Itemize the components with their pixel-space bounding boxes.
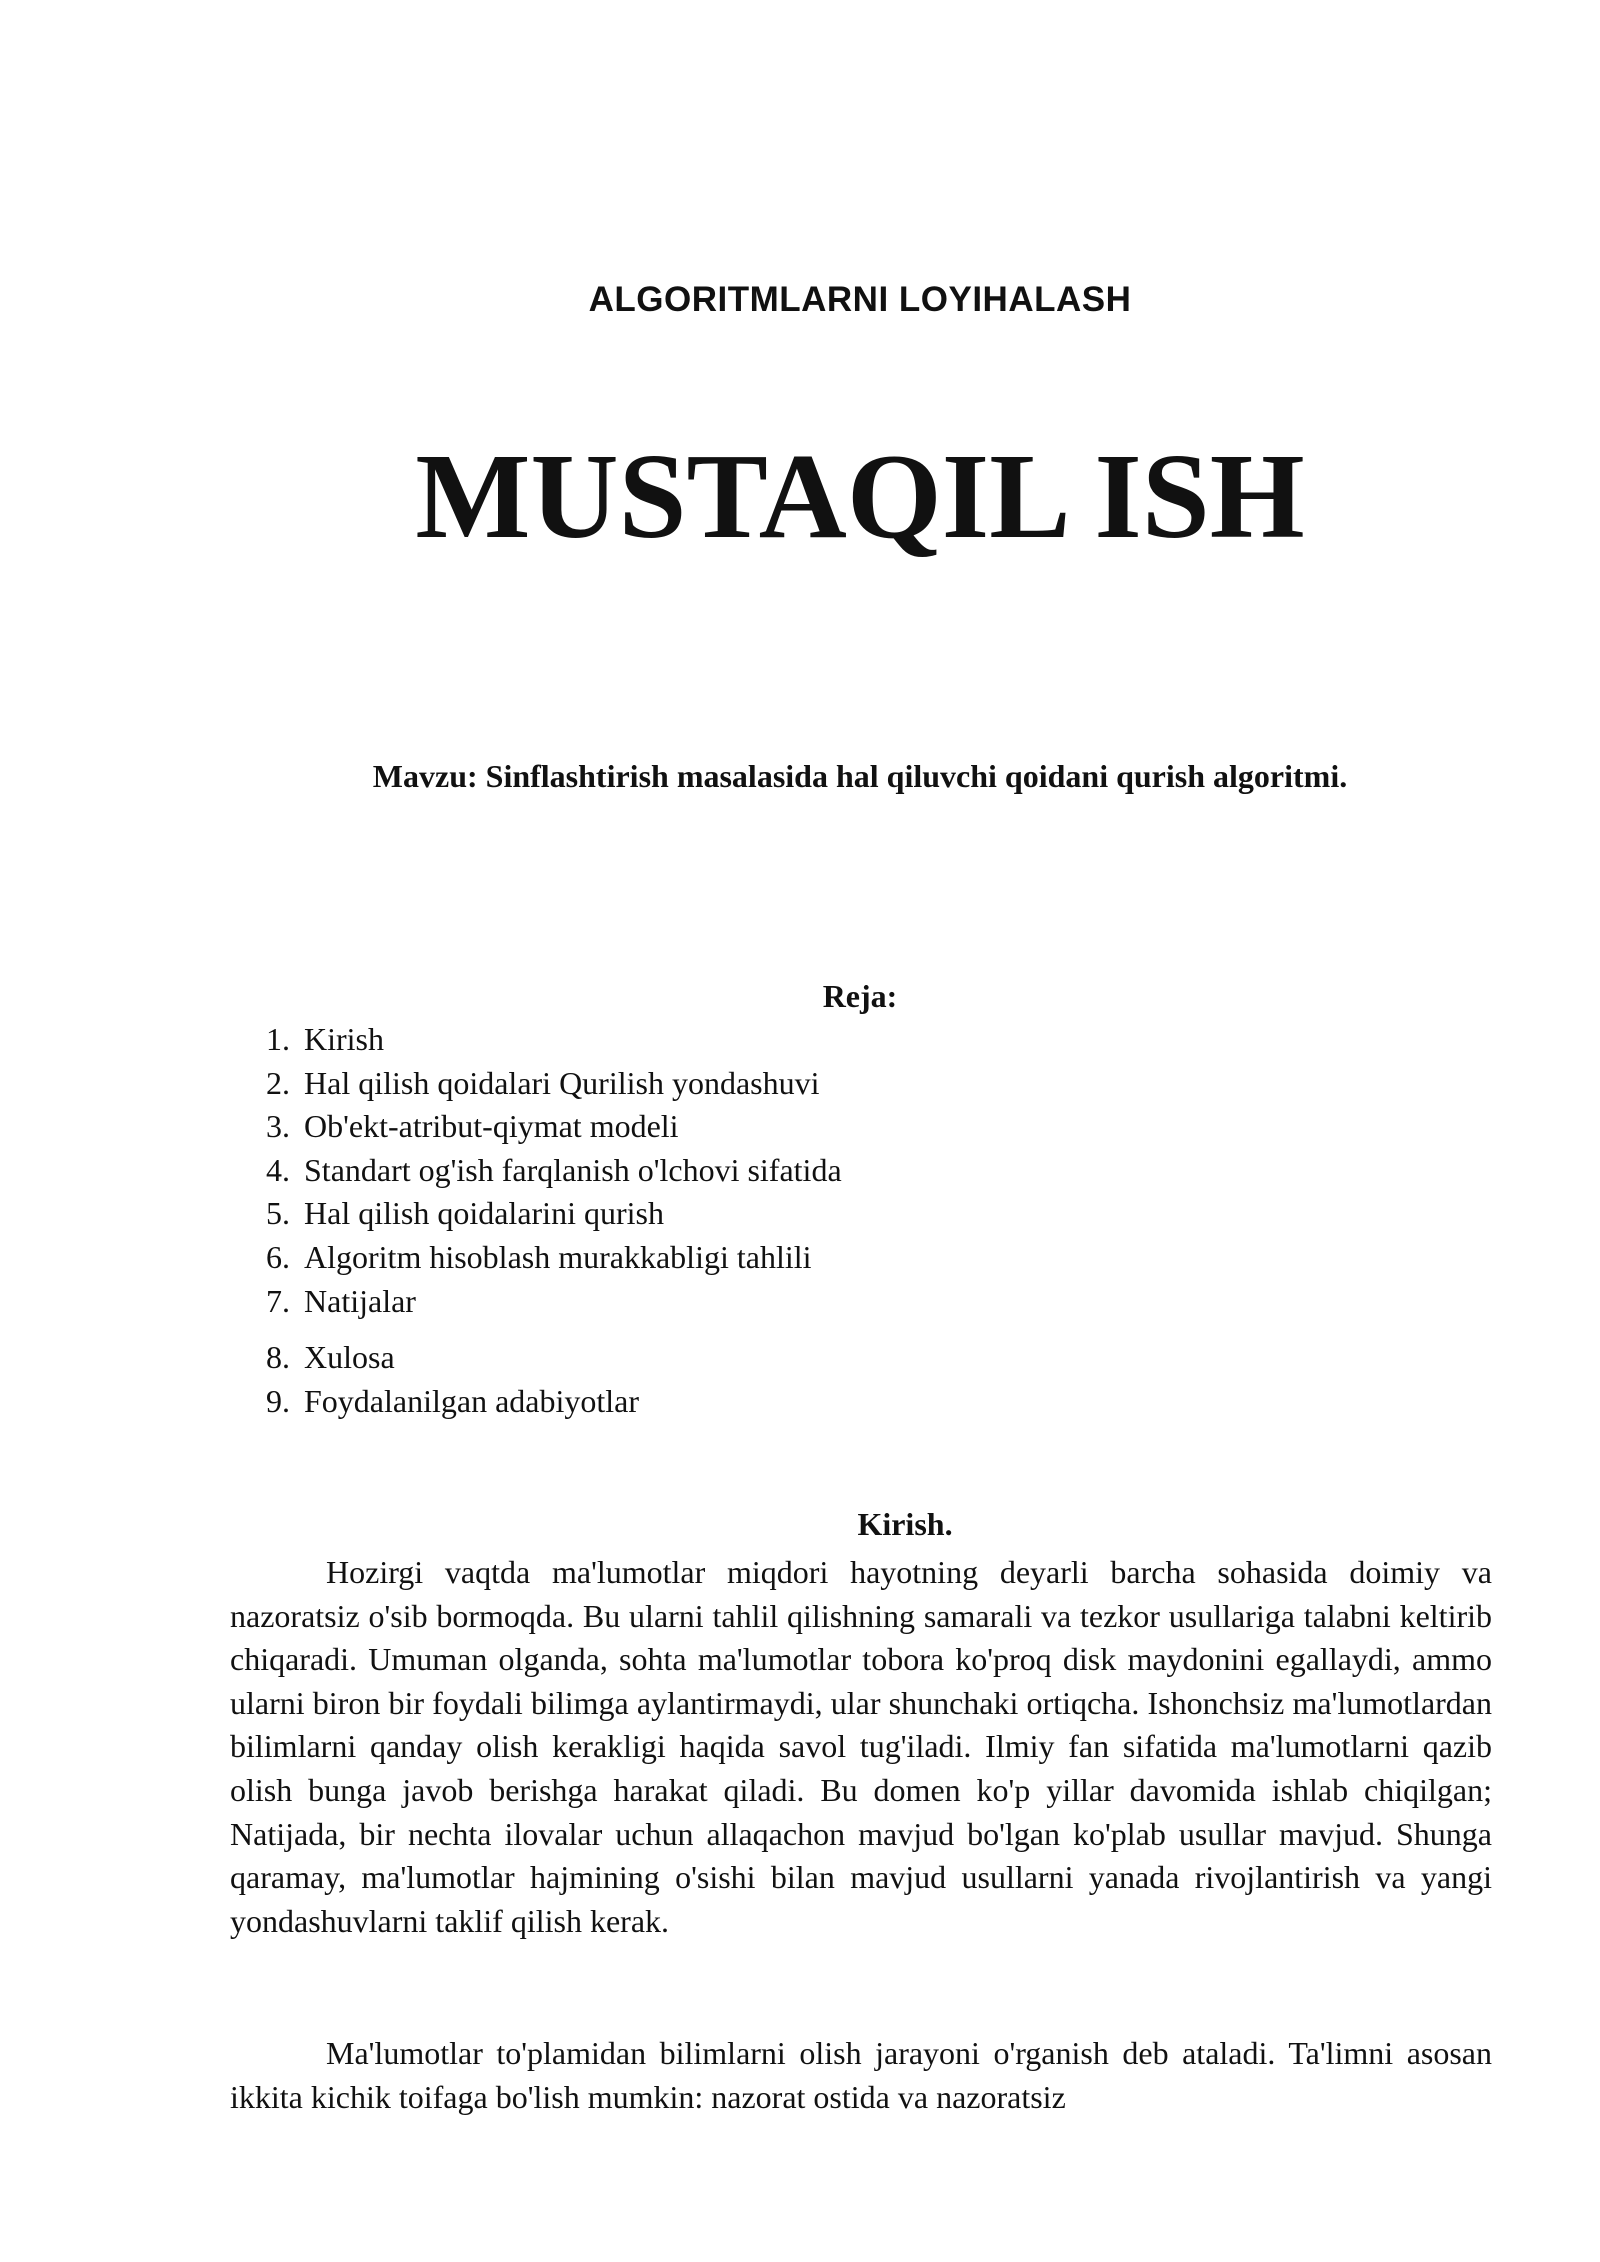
plan-item-label: Standart og'ish farqlanish o'lchovi sifatida — [304, 1151, 842, 1188]
plan-item — [266, 1018, 842, 1062]
plan-item — [266, 1236, 842, 1280]
plan-item — [266, 1062, 842, 1106]
subject-header: ALGORITMLARNI LOYIHALASH — [588, 280, 1132, 319]
plan-item-label: Kirish — [304, 1021, 384, 1057]
intro-paragraph: Ma'lumotlar to'plamidan bilimlarni olish jarayoni o'rganish deb ataladi. Ta'limni asosan ikkita kichik toifaga bo'lish mumkin: nazorat ostida va nazoratsiz — [230, 2035, 1492, 2115]
plan-item — [266, 1105, 842, 1149]
plan-list — [266, 1018, 842, 1423]
plan-item-label: Hal qilish qoidalari Qurilish yondashuvi — [304, 1064, 820, 1101]
plan-item — [266, 1149, 842, 1193]
plan-item — [266, 1192, 842, 1236]
main-title: MUSTAQIL ISH — [415, 429, 1305, 564]
plan-item-number: 2. — [266, 1064, 290, 1101]
plan-item-label: Natijalar — [304, 1282, 416, 1319]
plan-item-label: Hal qilish qoidalarini qurish — [304, 1195, 664, 1232]
plan-item-label: Foydalanilgan adabiyotlar — [304, 1382, 640, 1419]
plan-item-number: 7. — [266, 1282, 290, 1319]
plan-item-number: 1. — [266, 1021, 290, 1057]
intro-heading: Kirish. — [857, 1506, 953, 1542]
plan-item — [266, 1336, 842, 1380]
plan-heading: Reja: — [822, 978, 898, 1014]
plan-item-number: 3. — [266, 1108, 290, 1145]
plan-item-label: Algoritm hisoblash murakkabligi tahlili — [304, 1238, 812, 1275]
plan-item-number: 6. — [266, 1238, 290, 1275]
plan-item — [266, 1280, 842, 1324]
plan-item-number: 5. — [266, 1195, 290, 1232]
plan-item — [266, 1380, 842, 1424]
plan-item-number: 4. — [266, 1151, 290, 1188]
plan-item-number: 8. — [266, 1339, 290, 1376]
intro-paragraph: Hozirgi vaqtda ma'lumotlar miqdori hayotning deyarli barcha sohasida doimiy va nazoratsiz o'sib bormoqda. Bu ularni tahlil qilishning samarali va tezkor usullariga talabni keltirib chiqaradi. Umuman olganda, sohta ma'lumotlar tobora ko'proq disk maydonini egallaydi, ammo ularni biron bir foydali bilimga aylantirmaydi, ular shunchaki ortiqcha. Ishonchsiz ma'lumotlardan bilimlarni qanday olish kerakligi haqida savol tug'iladi. Ilmiy fan sifatida ma'lumotlarni qazib olish bunga javob berishga harakat qiladi. Bu domen ko'p yillar davomida ishlab chiqilgan; Natijada, bir nechta ilovalar uchun allaqachon mavjud bo'lgan ko'plab usullar mavjud. Shunga qaramay, ma'lumotlar hajmining o'sishi bilan mavjud usullarni yanada rivojlantirish va yangi yondashuvlarni taklif qilish kerak. — [230, 1554, 1492, 1939]
plan-item-label: Ob'ekt-atribut-qiymat modeli — [304, 1108, 679, 1145]
topic-line: Mavzu: Sinflashtirish masalasida hal qiluvchi qoidani qurish algoritmi. — [372, 758, 1348, 794]
plan-item-number: 9. — [266, 1382, 290, 1419]
plan-item-label: Xulosa — [304, 1339, 395, 1376]
